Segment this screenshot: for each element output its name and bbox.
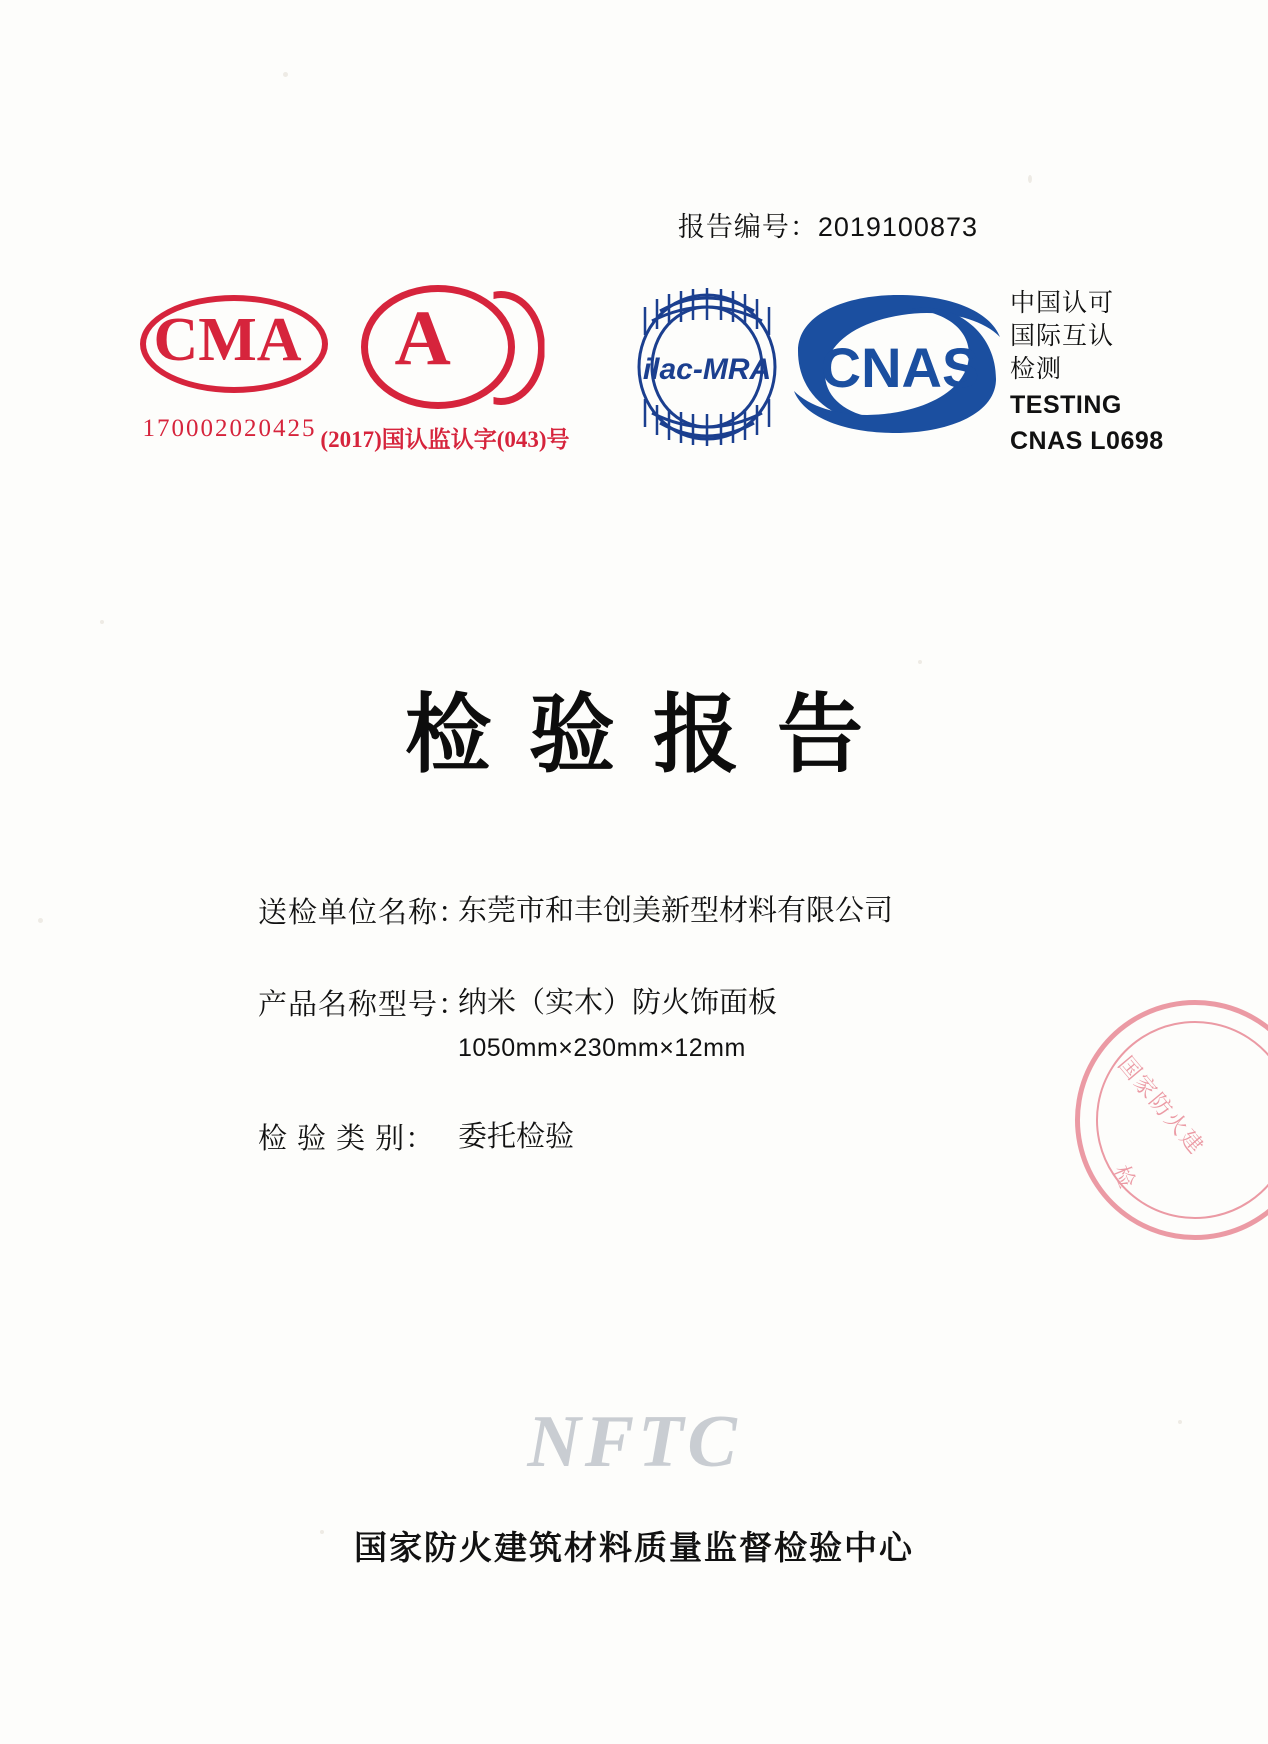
field-label-inspection-type: 检 验 类 别： xyxy=(258,1123,436,1156)
seal-text-outer: 国家防火建 xyxy=(1112,1052,1209,1161)
cnas-logo xyxy=(790,295,990,435)
cnas-icon xyxy=(790,295,1005,435)
report-number xyxy=(678,205,978,244)
ilac-mra-icon xyxy=(612,287,802,452)
paper-speck xyxy=(918,660,922,664)
field-label-client: 送检单位名称： xyxy=(258,897,469,929)
cnas-line-5: CNAS L0698 xyxy=(1010,427,1164,455)
cal-mark-icon xyxy=(353,285,538,403)
cal-logo xyxy=(300,285,590,454)
page-title: 检验报告 xyxy=(405,685,901,785)
field-value-client: 东莞市和丰创美新型材料有限公司 xyxy=(458,895,894,927)
cnas-text-block xyxy=(1010,287,1164,458)
field-label-product: 产品名称型号： xyxy=(258,989,469,1022)
cnas-line-3: 检测 xyxy=(1010,355,1063,383)
svg-text:ilac-MRA: ilac-MRA xyxy=(642,353,772,386)
field-value-product-name: 纳米（实木）防火饰面板 xyxy=(458,987,778,1020)
cma-number: 170002020425 xyxy=(142,415,317,442)
cma-letters: CMA xyxy=(153,306,302,374)
cnas-line-4: TESTING xyxy=(1010,391,1122,419)
cma-mark-icon xyxy=(140,295,320,385)
cal-number: (2017)国认监认字(043)号 xyxy=(320,427,570,452)
cnas-line-1: 中国认可 xyxy=(1010,289,1115,317)
ilac-mra-logo xyxy=(612,287,802,452)
svg-text:CNAS: CNAS xyxy=(820,336,980,399)
issuing-center-name: 国家防火建筑材料质量监督检验中心 xyxy=(354,1528,914,1567)
cnas-line-2: 国际互认 xyxy=(1010,322,1115,350)
field-value-product-size: 1050mm×230mm×12mm xyxy=(458,1034,746,1063)
paper-speck xyxy=(38,918,43,923)
accreditation-logo-row xyxy=(0,289,1268,485)
paper-speck xyxy=(100,620,104,624)
nftc-watermark: NFTC xyxy=(527,1401,741,1483)
paper-speck xyxy=(283,72,288,77)
field-value-product xyxy=(458,982,777,1066)
seal-text-inner: 检 xyxy=(1108,1161,1140,1192)
official-seal-stamp xyxy=(1053,978,1268,1263)
field-value-inspection-type: 委托检验 xyxy=(458,1121,575,1154)
paper-speck xyxy=(1028,175,1032,183)
cal-letter-a: A xyxy=(394,294,451,381)
report-number-label: 报告编号： xyxy=(677,212,818,242)
field-row-client xyxy=(258,890,1058,932)
field-list xyxy=(258,890,1058,1208)
field-row-inspection-type xyxy=(258,1116,1058,1158)
report-number-value: 2019100873 xyxy=(817,212,978,242)
field-row-product xyxy=(258,982,1058,1066)
